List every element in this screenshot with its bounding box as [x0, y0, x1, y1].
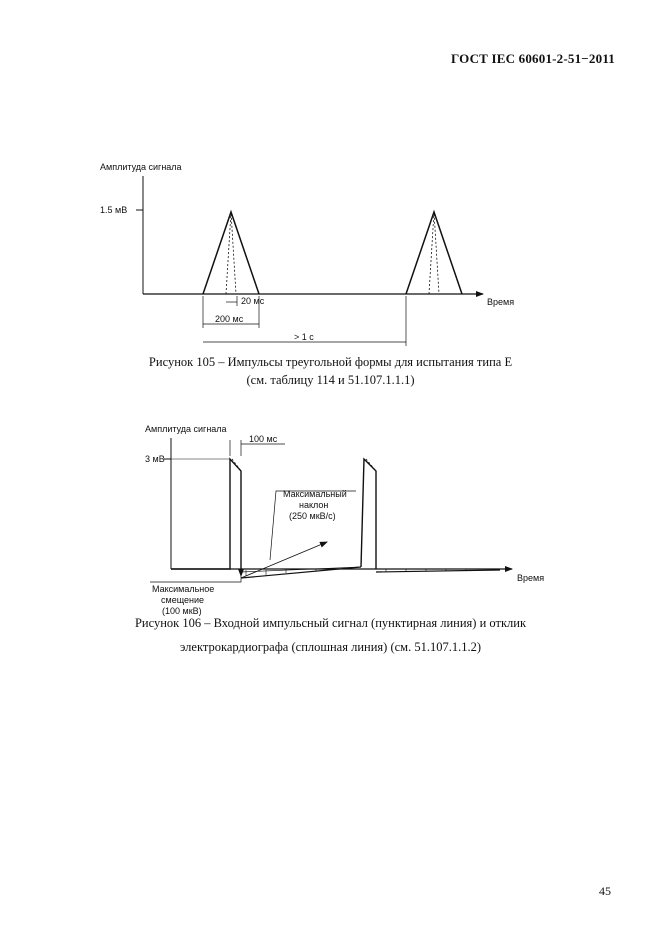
- fig106-caption-line2: электрокардиографа (сплошная линия) (см. 51.107.1.1.2): [180, 640, 481, 654]
- fig106-max-slope-l3: (250 мкВ/с): [289, 511, 336, 521]
- fig105-caption-line1: Рисунок 105 – Импульсы треугольной формы для испытания типа E: [148, 355, 513, 369]
- fig105-dim-1s-label: > 1 с: [294, 332, 314, 342]
- fig106-max-slope-l1: Максимальный: [283, 489, 347, 499]
- page-header: ГОСТ IEC 60601-2-51−2011: [450, 51, 615, 66]
- fig106-pulse-1: [171, 459, 241, 569]
- figure-105: [100, 162, 514, 346]
- figure-106: [145, 424, 544, 616]
- fig105-pulse-2: [406, 212, 462, 294]
- fig106-max-offset-l2: смещение: [161, 595, 205, 605]
- fig106-max-offset-l1: Максимальное: [152, 584, 215, 594]
- fig106-max-slope: [241, 489, 356, 578]
- fig106-dim-100ms: [230, 434, 285, 456]
- fig105-caption-line2: (см. таблицу 114 и 51.107.1.1.1): [246, 373, 415, 387]
- fig105-xlabel: Время: [487, 297, 515, 307]
- fig106-xlabel: Время: [517, 573, 545, 583]
- fig105-ylabel: Амплитуда сигнала: [100, 162, 182, 172]
- fig106-ylabel: Амплитуда сигнала: [145, 424, 227, 434]
- fig105-y-tick-label: 1.5 мВ: [100, 205, 128, 215]
- fig105-dim-200ms-label: 200 мс: [215, 314, 244, 324]
- fig105-dim-20ms-label: 20 мс: [241, 296, 265, 306]
- fig106-max-offset-l3: (100 мкВ): [162, 606, 202, 616]
- fig106-caption-line1: Рисунок 106 – Входной импульсный сигнал (пунктирная линия) и отклик: [134, 616, 527, 630]
- fig106-y-tick-label: 3 мВ: [145, 454, 165, 464]
- fig105-pulse-1: [203, 212, 259, 294]
- fig106-pulse-2: [361, 459, 376, 569]
- fig106-max-offset: [150, 547, 241, 616]
- page-number: 45: [599, 884, 611, 898]
- fig106-dim-100ms-label: 100 мс: [249, 434, 278, 444]
- fig106-max-slope-l2: наклон: [299, 500, 329, 510]
